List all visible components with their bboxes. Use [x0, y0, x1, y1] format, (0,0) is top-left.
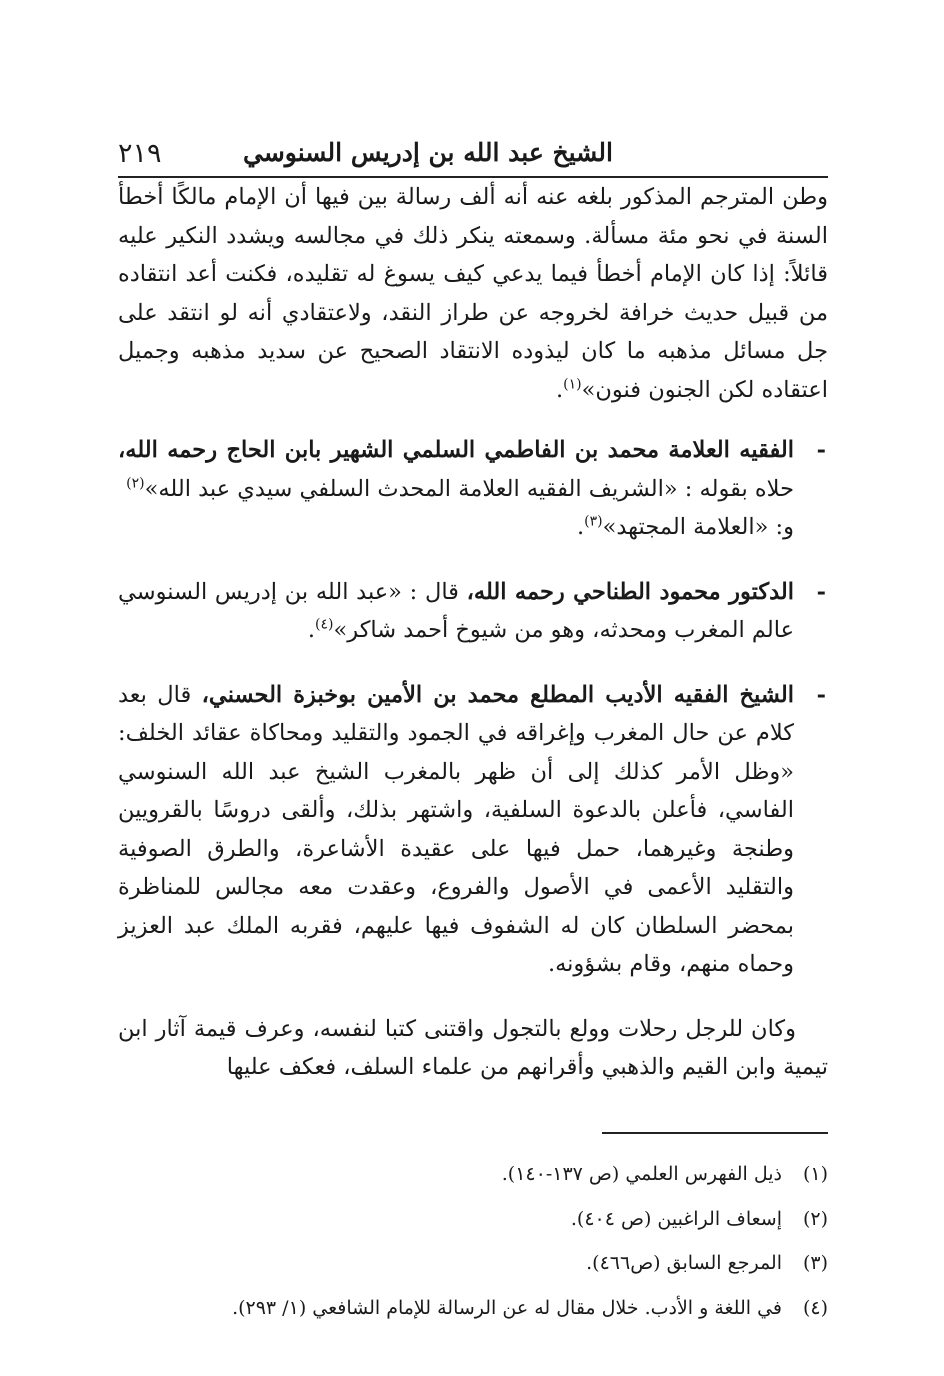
scholar-name: الفقيه العلامة محمد بن الفاطمي السلمي الشهير بابن الحاج رحمه الله، — [118, 437, 794, 463]
closing-paragraph: وكان للرجل رحلات وولع بالتجول واقتنى كتبا لنفسه، وعرف قيمة آثار ابن تيمية وابن القيم والذهبي وأقرانهم من علماء السلف، فعكف عليها — [118, 1015, 828, 1080]
footnote-ref-3: (٣) — [584, 513, 603, 530]
footnote-ref-1: (١) — [563, 376, 582, 392]
entry-text: و: «العلامة المجتهد» — [602, 514, 794, 540]
scholar-entry-bukhubza — [118, 676, 828, 984]
footnote-number: (٢) — [802, 1207, 828, 1230]
entry-text: قال : «عبد الله بن إدريس السنوسي عالم المغرب ومحدثه، وهو من شيوخ أحمد شاكر» — [118, 578, 794, 643]
footnote-text: إسعاف الراغبين (ص ٤٠٤). — [570, 1207, 782, 1230]
footnote-text: المرجع السابق (ص٤٦٦). — [586, 1252, 782, 1274]
footnote — [118, 1241, 828, 1286]
footnote-number: (٣) — [802, 1252, 828, 1274]
bullet-dash: - — [816, 681, 826, 708]
quote-text: وطن المترجم المذكور بلغه عنه أنه ألف رسالة بين فيها أن الإمام مالكًا أخطأ السنة في نحو مئة مسألة. وسمعته ينكر ذلك في مجالسه ويشدد النكير عليه قائلاً: إذا كان الإمام أخطأ فيما يدعي كيف يسوغ له تقليده، فكنت أعد انتقاده من قبيل حديث خرافة لخروجه عن طراز النقد، ولاعتقادي أنه لو انتقد على جل مسائل مذهبه ما كان ليذوده الانتقاد الصحيح عن سديد مذهبه وجميل اعتقاده لكن الجنون فنون» — [118, 184, 828, 403]
main-text — [118, 178, 828, 1087]
scholar-name: الدكتور محمود الطناحي رحمه الله، — [466, 578, 794, 605]
footnote-number: (٤) — [802, 1296, 828, 1319]
footnote — [118, 1197, 828, 1242]
page-header — [118, 134, 828, 174]
footnote-text: في اللغة و الأدب. خلال مقال له عن الرسالة للإمام الشافعي (١/ ٢٩٣). — [232, 1296, 782, 1319]
quote-paragraph: وطن المترجم المذكور بلغه عنه أنه ألف رسالة بين فيها أن الإمام مالكًا أخطأ السنة في نحو مئة مسألة. وسمعته ينكر ذلك في مجالسه ويشدد النكير عليه قائلاً: إذا كان الإمام أخطأ فيما يدعي كيف يسوغ له تقليده، فكنت أعد انتقاده من قبيل حديث خرافة لخروجه عن طراز النقد، ولاعتقادي أنه لو انتقد على جل مسائل مذهبه ما كان ليذوده الانتقاد الصحيح عن سديد مذهبه وجميل اعتقاده لكن الجنون فنون»$^{(١)}$. — [118, 184, 828, 403]
entry-text: قال بعد كلام عن حال المغرب وإغراقه في الجمود والتقليد ومحاكاة عقائد الخلف: «وظل الأمر كذلك إلى أن ظهر بالمغرب الشيخ عبد الله السنوسي الفاسي، فأعلن بالدعوة السلفية، واشتهر بذلك، وألقى دروسًا بالقرويين وطنجة وغيرهما، حمل فيها على عقيدة الأشاعرة، والطرق الصوفية والتقليد الأعمى في الأصول والفروع، وعقدت معه مجالس للمناظرة بمحضر السلطان كان له الشفوف فيها عليهم، فقربه الملك عبد العزيز وحماه منهم، وقام بشؤونه. — [118, 681, 794, 977]
footnote — [118, 1286, 828, 1331]
bullet-dash: - — [816, 437, 826, 463]
footnote-text: ذيل الفهرس العلمي (ص ١٣٧-١٤٠). — [501, 1163, 782, 1185]
scholar-entry-tanahi: - الدكتور محمود الطناحي رحمه الله، قال : «عبد الله بن إدريس السنوسي عالم المغرب ومحدثه، وهو من شيوخ أحمد شاكر»$^{(٤)}$. — [118, 573, 828, 650]
bullet-dash: - — [816, 578, 826, 605]
footnote — [118, 1152, 828, 1197]
footnote-ref-2: (٢) — [126, 475, 145, 491]
footnote-number: (١) — [802, 1163, 828, 1185]
footnotes — [118, 1152, 828, 1330]
scholar-name: الشيخ الفقيه الأديب المطلع محمد بن الأمين بوخبزة الحسني، — [201, 681, 795, 708]
scholar-entry-ibn-al-hajj: - الفقيه العلامة محمد بن الفاطمي السلمي الشهير بابن الحاج رحمه الله، حلاه بقوله : «الشريف الفقيه العلامة المحدث السلفي سيدي عبد الله»$^{(٢)}$ و: «العلامة المجتهد»$^{(٣)}$. — [118, 431, 828, 547]
footnote-separator — [602, 1132, 828, 1134]
entry-text: حلاه بقوله : «الشريف الفقيه العلامة المحدث السلفي سيدي عبد الله» — [144, 475, 794, 502]
running-title: الشيخ عبد الله بن إدريس السنوسي — [243, 138, 613, 167]
page-number: ٢١٩ — [118, 138, 162, 169]
footnote-ref-4: (٤) — [315, 616, 334, 633]
